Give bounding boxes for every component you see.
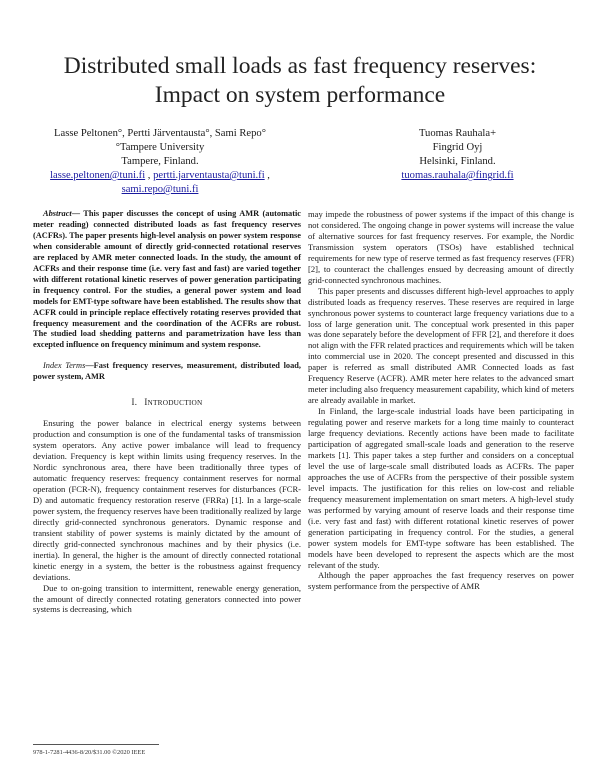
body-paragraph: In Finland, the large-scale industrial loads have been participating in regulating power and reserve markets for a long time mainly to counteract large frequency deviations. Recently actions have been made to facilitate participation of aggregated small-scale loads and generation to the reserve markets [1]. This paper takes a step further and considers on a conceptual level the use of large-scale small distributed loads as ACFRs. The paper approaches the use of ACFRs from the perspective of their possible system level impacts. The justification for this relies on low-cost and reliable frequency measurement implementation on smart meters. A high-level study was performed by varying amount of reserve loads and their response time (i.e. very fast and fast) with different rotational kinetic reserves of power generation participating in frequency control. For the studies, a general power system models for EMT-type software has been established. The models have been developed to represent the aspects which are the most relevant of the study. (308, 406, 574, 570)
section-title-rest: NTRODUCTION (147, 398, 203, 408)
body-paragraph: Due to on-going transition to intermittent, renewable energy generation, the amount of directly connected rotating generators connected into power systems is decreasing, which (33, 582, 301, 615)
author-location: Helsinki, Finland. (419, 156, 496, 167)
email-separator: , (264, 170, 270, 181)
title-line-1: Distributed small loads as fast frequency reserves: (63, 53, 537, 79)
author-emails (25, 169, 295, 183)
email-link-rauhala[interactable]: tuomas.rauhala@fingrid.fi (401, 170, 514, 181)
authors-block-left (25, 127, 295, 197)
author-affiliation: Fingrid Oyj (432, 142, 483, 153)
footer-copyright: 978-1-7281-4436-8/20/$31.00 ©2020 IEEE (33, 749, 146, 756)
body-paragraph: Ensuring the power balance in electrical energy systems between production and consumption is one of the fundamental tasks of transmission system operators. Any active power imbalance will lead to frequency deviation. Frequency is kept within limits using frequency reserves. In the Nordic synchronous area, there have been traditionally three types of automatic frequency reserves: frequency containment reserves for normal operation (FCR-N), frequency containment reserves for disturbances (FCR-D) and automatic frequency restoration reserve (FRRa) [1]. In a large-scale power system, the frequency reserves have been traditionally realized by large directly grid-connected synchronous generators. Dynamic response and transient stability of power systems is mainly dictated by the amount of directly grid-connected synchronous machines and by their physics (i.e. inertia). In general, the higher is the amount of directly connected rotational kinetic energy in a system, the better is the robustness against frequency deviations. (33, 418, 301, 582)
author-names: Lasse Peltonen°, Pertti Järventausta°, Sami Repo° (54, 128, 266, 139)
title-line-2: Impact on system performance (154, 82, 446, 108)
index-terms-label: Index Terms (43, 361, 86, 371)
abstract (33, 209, 301, 351)
left-column (33, 209, 301, 615)
section-heading-introduction (33, 397, 301, 409)
email-link-jarventausta[interactable]: pertti.jarventausta@tuni.fi (153, 170, 265, 181)
body-paragraph: may impede the robustness of power systems if the impact of this change is not considered. The ongoing change in power systems will increase the value of alternative sources for fast frequency reserves. For example, the Nordic Transmission system operators (TSOs) have established technical requirements for new type of reserve termed as fast frequency reserves (FFR) [2], to counteract the challenges ensued by decreasing amount of directly grid-connected synchronous machines. (308, 209, 574, 285)
abstract-text: This paper discusses the concept of using AMR (automatic meter reading) connected distributed loads as fast frequency reserves (ACFRs). The paper presents high-level analysis on power system response when considerable amount of directly grid-connected rotational reserves are replaced by AMR meter connected loads. In the study, the amount of ACFRs and their response time (i.e. very fast and fast) are varied together with different rotational kinetic reserves of power generation participating in frequency control. For the studies, a general power system and load models for EMT-type software have been established. The results show that ACFR could in principle replace effectively rotating reserves provided that frequency measurement and the coordination of the ACFRs are robust. The studied load shedding patterns and parametrization have less than excepted influence on frequency minimum and system response. (33, 209, 301, 350)
authors-block-right (330, 127, 585, 183)
body-paragraph: This paper presents and discusses different high-level approaches to apply distributed loads as frequency reserves. These reserves are required in large synchronous power systems to counteract large frequency variations due to a loss of large generation unit. The conceptual work presented in this paper was done separately before the development of FFR [2], and therefore it does not align with the FFR related practices and requirements which will be taken into commercial use in 2020. The concept presented and discussed in this paper is referred as small distributed AMR Connected loads as fast Frequency Reserve (ACFR). AMR meter here relates to the advanced smart meter including also frequency measurement capability, which kind of meters are already available in market. (308, 285, 574, 406)
body-paragraph: Although the paper approaches the fast frequency reserves on power system performance from the perspective of AMR (308, 570, 574, 592)
paper-title (30, 52, 570, 110)
author-location: Tampere, Finland. (121, 156, 199, 167)
email-separator: , (145, 170, 154, 181)
email-link-peltonen[interactable]: lasse.peltonen@tuni.fi (50, 170, 146, 181)
author-affiliation: °Tampere University (115, 142, 205, 153)
index-terms-text: —Fast frequency reserves, measurement, distributed load, power system, AMR (33, 361, 301, 382)
abstract-label: Abstract— (43, 209, 81, 218)
right-column (308, 209, 574, 592)
footer-divider (33, 744, 159, 745)
section-initial: I (144, 397, 148, 408)
email-link-repo[interactable]: sami.repo@tuni.fi (121, 184, 199, 195)
index-terms (33, 361, 301, 383)
author-name: Tuomas Rauhala+ (418, 128, 497, 139)
section-number: I. (131, 397, 138, 408)
